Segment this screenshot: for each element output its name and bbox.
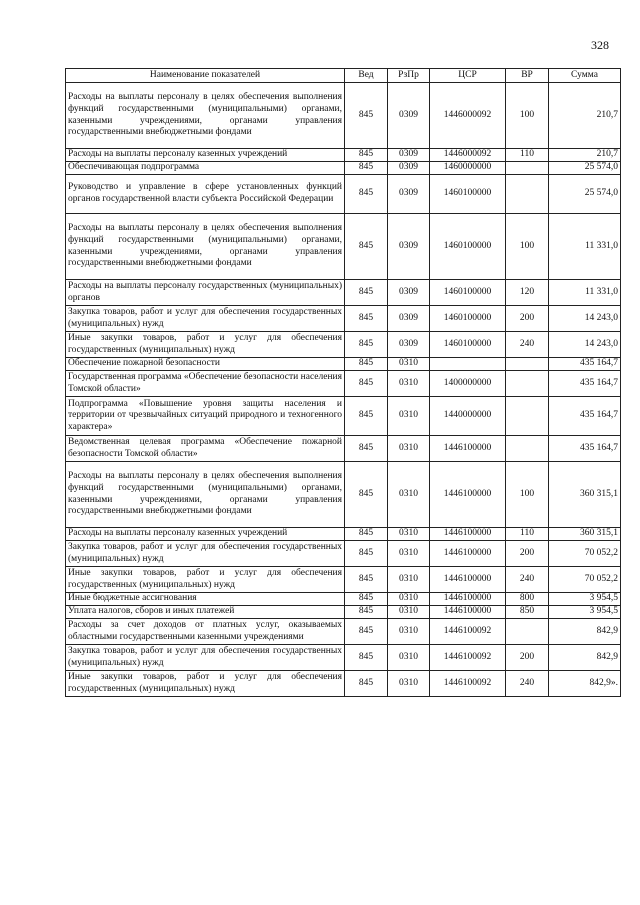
row-csr-cell: 1460100000 [430, 306, 506, 332]
table-row [66, 541, 621, 567]
row-rzpr-cell: 0310 [388, 436, 430, 462]
column-header-csr: ЦСР [430, 69, 506, 83]
row-name-cell: Ведомственная целевая программа «Обеспечение пожарной безопасности Томской области» [66, 436, 345, 462]
row-rzpr-cell: 0309 [388, 332, 430, 358]
row-name-cell: Уплата налогов, сборов и иных платежей [66, 606, 345, 619]
row-ved-cell: 845 [345, 645, 388, 671]
table-row [66, 358, 621, 371]
row-ved-cell: 845 [345, 332, 388, 358]
row-ved-cell: 845 [345, 606, 388, 619]
row-ved-cell: 845 [345, 619, 388, 645]
row-rzpr-cell: 0310 [388, 567, 430, 593]
row-sum-cell: 842,9 [549, 645, 621, 671]
row-ved-cell: 845 [345, 175, 388, 214]
row-sum-cell: 11 331,0 [549, 214, 621, 280]
row-vr-cell [506, 436, 549, 462]
row-name-cell: Закупка товаров, работ и услуг для обеспечения государственных (муниципальных) нужд [66, 541, 345, 567]
row-csr-cell: 1460100000 [430, 175, 506, 214]
table-row [66, 214, 621, 280]
row-vr-cell: 850 [506, 606, 549, 619]
row-csr-cell: 1446100092 [430, 671, 506, 697]
row-csr-cell: 1446100092 [430, 645, 506, 671]
row-name-cell: Обеспечение пожарной безопасности [66, 358, 345, 371]
row-name-cell: Государственная программа «Обеспечение безопасности населения Томской области» [66, 371, 345, 397]
row-name-cell: Закупка товаров, работ и услуг для обеспечения государственных (муниципальных) нужд [66, 306, 345, 332]
row-ved-cell: 845 [345, 149, 388, 162]
row-sum-cell: 360 315,1 [549, 462, 621, 528]
row-csr-cell: 1446100000 [430, 567, 506, 593]
row-ved-cell: 845 [345, 214, 388, 280]
table-row [66, 280, 621, 306]
row-rzpr-cell: 0310 [388, 671, 430, 697]
row-sum-cell: 70 052,2 [549, 541, 621, 567]
row-ved-cell: 845 [345, 671, 388, 697]
row-csr-cell: 1460100000 [430, 332, 506, 358]
table-row [66, 567, 621, 593]
row-sum-cell: 435 164,7 [549, 371, 621, 397]
row-csr-cell: 1460000000 [430, 162, 506, 175]
row-rzpr-cell: 0310 [388, 645, 430, 671]
row-csr-cell: 1446100000 [430, 528, 506, 541]
row-vr-cell: 240 [506, 567, 549, 593]
row-csr-cell: 1446100000 [430, 541, 506, 567]
row-vr-cell [506, 175, 549, 214]
row-sum-cell: 14 243,0 [549, 332, 621, 358]
row-ved-cell: 845 [345, 528, 388, 541]
table-row [66, 162, 621, 175]
row-vr-cell: 240 [506, 671, 549, 697]
table-row [66, 306, 621, 332]
row-ved-cell: 845 [345, 541, 388, 567]
row-ved-cell: 845 [345, 462, 388, 528]
budget-table [65, 68, 621, 697]
row-csr-cell: 1446100000 [430, 436, 506, 462]
row-vr-cell: 100 [506, 214, 549, 280]
row-ved-cell: 845 [345, 567, 388, 593]
row-sum-cell: 842,9». [549, 671, 621, 697]
row-rzpr-cell: 0310 [388, 397, 430, 436]
column-header-rzpr: РзПр [388, 69, 430, 83]
row-vr-cell: 110 [506, 149, 549, 162]
row-name-cell: Руководство и управление в сфере установленных функций органов государственной власти субъекта Российской Федерации [66, 175, 345, 214]
row-rzpr-cell: 0309 [388, 162, 430, 175]
row-sum-cell: 210,7 [549, 83, 621, 149]
row-sum-cell: 3 954,5 [549, 593, 621, 606]
row-csr-cell: 1446000092 [430, 83, 506, 149]
table-row [66, 149, 621, 162]
row-sum-cell: 14 243,0 [549, 306, 621, 332]
row-csr-cell: 1460100000 [430, 214, 506, 280]
row-ved-cell: 845 [345, 280, 388, 306]
row-rzpr-cell: 0309 [388, 280, 430, 306]
row-csr-cell: 1446000092 [430, 149, 506, 162]
row-rzpr-cell: 0309 [388, 214, 430, 280]
row-vr-cell: 200 [506, 645, 549, 671]
row-rzpr-cell: 0309 [388, 175, 430, 214]
row-rzpr-cell: 0310 [388, 358, 430, 371]
row-sum-cell: 210,7 [549, 149, 621, 162]
row-rzpr-cell: 0310 [388, 541, 430, 567]
table-row [66, 175, 621, 214]
row-csr-cell: 1440000000 [430, 397, 506, 436]
row-csr-cell [430, 358, 506, 371]
row-csr-cell: 1400000000 [430, 371, 506, 397]
row-rzpr-cell: 0310 [388, 606, 430, 619]
row-sum-cell: 11 331,0 [549, 280, 621, 306]
table-row [66, 397, 621, 436]
table-row [66, 332, 621, 358]
row-ved-cell: 845 [345, 397, 388, 436]
row-csr-cell: 1446100000 [430, 593, 506, 606]
row-sum-cell: 435 164,7 [549, 436, 621, 462]
table-row [66, 606, 621, 619]
table-row [66, 436, 621, 462]
row-vr-cell [506, 397, 549, 436]
table-row [66, 462, 621, 528]
row-name-cell: Расходы на выплаты персоналу казенных учреждений [66, 149, 345, 162]
table-row [66, 371, 621, 397]
row-sum-cell: 3 954,5 [549, 606, 621, 619]
row-vr-cell: 100 [506, 462, 549, 528]
row-name-cell: Иные закупки товаров, работ и услуг для обеспечения государственных (муниципальных) нужд [66, 671, 345, 697]
row-vr-cell [506, 358, 549, 371]
row-ved-cell: 845 [345, 306, 388, 332]
table-row [66, 593, 621, 606]
row-name-cell: Расходы на выплаты персоналу государственных (муниципальных) органов [66, 280, 345, 306]
row-csr-cell: 1446100000 [430, 606, 506, 619]
row-name-cell: Подпрограмма «Повышение уровня защиты населения и территории от чрезвычайных ситуаций природного и техногенного характера» [66, 397, 345, 436]
table-body [66, 83, 621, 697]
row-ved-cell: 845 [345, 593, 388, 606]
table-header-row [66, 69, 621, 83]
row-ved-cell: 845 [345, 436, 388, 462]
row-vr-cell [506, 619, 549, 645]
row-name-cell: Закупка товаров, работ и услуг для обеспечения государственных (муниципальных) нужд [66, 645, 345, 671]
row-sum-cell: 70 052,2 [549, 567, 621, 593]
row-vr-cell: 200 [506, 306, 549, 332]
row-name-cell: Расходы на выплаты персоналу в целях обеспечения выполнения функций государственными (муниципальными) органами, казенными учреждениями, органами управления государственными внебюджетными фондами [66, 83, 345, 149]
row-ved-cell: 845 [345, 358, 388, 371]
row-vr-cell: 240 [506, 332, 549, 358]
column-header-name: Наименование показателей [66, 69, 345, 83]
row-ved-cell: 845 [345, 162, 388, 175]
row-rzpr-cell: 0310 [388, 462, 430, 528]
row-name-cell: Иные бюджетные ассигнования [66, 593, 345, 606]
row-sum-cell: 25 574,0 [549, 175, 621, 214]
row-rzpr-cell: 0310 [388, 371, 430, 397]
table-row [66, 619, 621, 645]
row-name-cell: Расходы на выплаты персоналу в целях обеспечения выполнения функций государственными (муниципальными) органами, казенными учреждениями, органами управления государственными внебюджетными фондами [66, 462, 345, 528]
row-vr-cell: 200 [506, 541, 549, 567]
column-header-vr: ВР [506, 69, 549, 83]
row-sum-cell: 435 164,7 [549, 358, 621, 371]
page-number: 328 [591, 38, 609, 52]
row-sum-cell: 25 574,0 [549, 162, 621, 175]
row-csr-cell: 1446100092 [430, 619, 506, 645]
row-rzpr-cell: 0310 [388, 593, 430, 606]
row-name-cell: Расходы за счет доходов от платных услуг, оказываемых областными государственными казенными учреждениями [66, 619, 345, 645]
row-ved-cell: 845 [345, 83, 388, 149]
row-vr-cell [506, 371, 549, 397]
row-sum-cell: 435 164,7 [549, 397, 621, 436]
row-rzpr-cell: 0310 [388, 528, 430, 541]
row-vr-cell [506, 162, 549, 175]
table-row [66, 83, 621, 149]
row-name-cell: Обеспечивающая подпрограмма [66, 162, 345, 175]
row-vr-cell: 100 [506, 83, 549, 149]
column-header-sum: Сумма [549, 69, 621, 83]
table-row [66, 645, 621, 671]
row-rzpr-cell: 0310 [388, 619, 430, 645]
row-rzpr-cell: 0309 [388, 306, 430, 332]
row-ved-cell: 845 [345, 371, 388, 397]
row-name-cell: Иные закупки товаров, работ и услуг для обеспечения государственных (муниципальных) нужд [66, 332, 345, 358]
row-vr-cell: 110 [506, 528, 549, 541]
row-rzpr-cell: 0309 [388, 83, 430, 149]
row-name-cell: Иные закупки товаров, работ и услуг для обеспечения государственных (муниципальных) нужд [66, 567, 345, 593]
row-name-cell: Расходы на выплаты персоналу казенных учреждений [66, 528, 345, 541]
row-name-cell: Расходы на выплаты персоналу в целях обеспечения выполнения функций государственными (муниципальными) органами, казенными учреждениями, органами управления государственными внебюджетными фондами [66, 214, 345, 280]
row-sum-cell: 842,9 [549, 619, 621, 645]
table-row [66, 671, 621, 697]
row-csr-cell: 1446100000 [430, 462, 506, 528]
row-sum-cell: 360 315,1 [549, 528, 621, 541]
row-rzpr-cell: 0309 [388, 149, 430, 162]
row-vr-cell: 800 [506, 593, 549, 606]
row-vr-cell: 120 [506, 280, 549, 306]
column-header-ved: Вед [345, 69, 388, 83]
row-csr-cell: 1460100000 [430, 280, 506, 306]
table-row [66, 528, 621, 541]
